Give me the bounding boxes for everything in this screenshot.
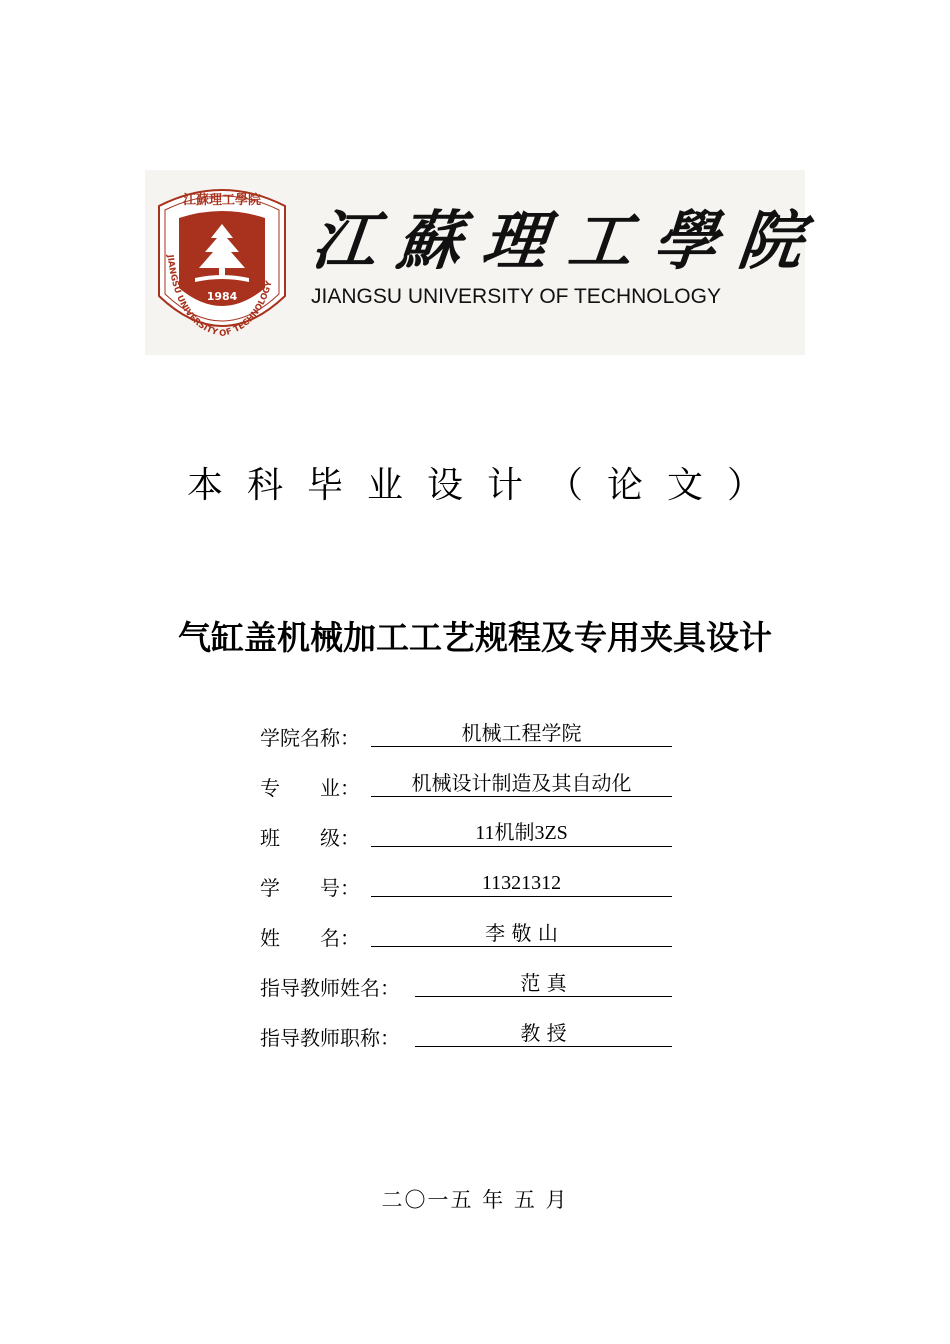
university-name-char: 蘇 [393, 204, 466, 279]
university-name-char: 學 [649, 204, 722, 279]
university-logo [145, 170, 805, 355]
field-label: 班 级： [260, 826, 360, 850]
university-name-char: 江 [308, 204, 381, 279]
field-label: 学 号： [260, 876, 360, 900]
info-row-advisor-title [260, 1018, 680, 1068]
info-row-college [260, 718, 680, 768]
field-value: 教 授 [415, 1020, 672, 1047]
field-value: 机械设计制造及其自动化 [371, 770, 672, 797]
university-seal-icon [153, 178, 291, 348]
university-name-en: JIANGSU UNIVERSITY OF TECHNOLOGY [311, 285, 721, 308]
field-value: 11机制3ZS [371, 820, 672, 847]
field-value: 11321312 [371, 870, 672, 897]
thesis-title: 气缸盖机械加工工艺规程及专用夹具设计 [178, 618, 772, 657]
info-row-class [260, 818, 680, 868]
field-value: 李 敬 山 [371, 920, 672, 947]
university-name-cn [308, 196, 807, 279]
document-type: 本科毕业设计（论文） [186, 465, 787, 506]
seal-top-text: 江蘇理工學院 [182, 193, 262, 208]
info-row-name [260, 918, 680, 968]
field-label: 专 业： [260, 776, 360, 800]
submission-date: 二〇一五 年 五 月 [381, 1188, 569, 1212]
university-name-char: 工 [564, 204, 636, 279]
seal-year: 1984 [206, 290, 238, 303]
field-value: 机械工程学院 [371, 720, 672, 747]
field-label: 姓 名： [260, 926, 360, 950]
info-row-major [260, 768, 680, 818]
field-value: 范 真 [415, 970, 672, 997]
university-name-char: 理 [478, 204, 551, 279]
university-name-char: 院 [734, 204, 807, 279]
field-label: 学院名称： [260, 726, 360, 750]
field-label: 指导教师姓名： [260, 976, 400, 1000]
info-fields [260, 718, 680, 1068]
seal-ring-text: JIANGSU UNIVERSITY OF TECHNOLOGY [164, 254, 275, 340]
info-row-student-id [260, 868, 680, 918]
info-row-advisor-name [260, 968, 680, 1018]
field-label: 指导教师职称： [260, 1026, 400, 1050]
